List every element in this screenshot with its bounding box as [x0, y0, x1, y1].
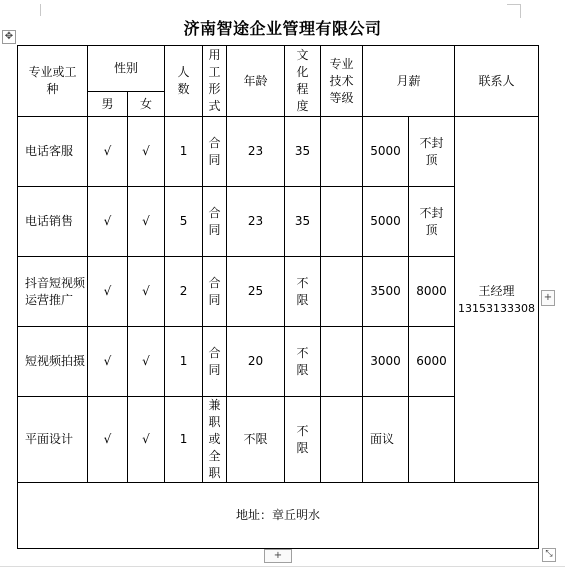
header-age: 年龄 [227, 46, 285, 117]
cell-count: 2 [165, 257, 203, 327]
cell-male: √ [88, 187, 128, 257]
cell-age: 25 [227, 257, 285, 327]
header-education: 文化程度 [285, 46, 321, 117]
contact-phone: 13153133308 [458, 301, 536, 315]
cell-employment: 合同 [203, 117, 227, 187]
cell-age: 不限 [227, 397, 285, 483]
page-corner-mark [40, 4, 53, 16]
cell-employment: 合同 [203, 327, 227, 397]
cell-major: 平面设计 [18, 397, 88, 483]
cell-employment: 合同 [203, 257, 227, 327]
cell-female: √ [128, 117, 165, 187]
cell-count: 5 [165, 187, 203, 257]
cell-salary-max: 6000 [409, 327, 455, 397]
cell-salary-min: 面议 [363, 397, 409, 483]
table-move-handle[interactable]: ✥ [2, 30, 16, 44]
cell-salary-min: 3500 [363, 257, 409, 327]
cell-skill [321, 117, 363, 187]
cell-major: 电话销售 [18, 187, 88, 257]
cell-salary-max [409, 397, 455, 483]
cell-female: √ [128, 397, 165, 483]
header-female: 女 [128, 92, 165, 117]
cell-education: 不限 [285, 397, 321, 483]
cell-count: 1 [165, 117, 203, 187]
cell-skill [321, 397, 363, 483]
cell-contact [455, 117, 539, 483]
cell-employment: 合同 [203, 187, 227, 257]
cell-education: 不限 [285, 257, 321, 327]
header-contact: 联系人 [455, 46, 539, 117]
cell-salary-min: 3000 [363, 327, 409, 397]
cell-male: √ [88, 257, 128, 327]
cell-male: √ [88, 397, 128, 483]
cell-salary-min: 5000 [363, 187, 409, 257]
table-row [18, 117, 539, 187]
cell-salary-max: 8000 [409, 257, 455, 327]
recruitment-table [17, 45, 539, 549]
cell-education: 不限 [285, 327, 321, 397]
contact-name: 王经理 [478, 283, 515, 298]
cell-salary-min: 5000 [363, 117, 409, 187]
page-divider [0, 566, 565, 567]
cell-count: 1 [165, 397, 203, 483]
document-title: 济南智途企业管理有限公司 [183, 19, 382, 38]
table-resize-handle[interactable]: ⤡ [542, 548, 556, 562]
cell-age: 20 [227, 327, 285, 397]
cell-male: √ [88, 117, 128, 187]
cell-employment: 兼职或全职 [203, 397, 227, 483]
header-gender: 性别 [88, 46, 165, 92]
cell-age: 23 [227, 117, 285, 187]
cell-education: 35 [285, 117, 321, 187]
header-salary: 月薪 [363, 46, 455, 117]
header-employment: 用工形式 [203, 46, 227, 117]
cell-skill [321, 257, 363, 327]
cell-major: 电话客服 [18, 117, 88, 187]
header-skill: 专业技术等级 [321, 46, 363, 117]
cell-skill [321, 327, 363, 397]
cell-education: 35 [285, 187, 321, 257]
cell-major: 抖音短视频运营推广 [18, 257, 88, 327]
cell-male: √ [88, 327, 128, 397]
cell-age: 23 [227, 187, 285, 257]
cell-female: √ [128, 187, 165, 257]
add-column-button[interactable]: + [541, 290, 555, 306]
cell-major: 短视频拍摄 [18, 327, 88, 397]
cell-count: 1 [165, 327, 203, 397]
header-count: 人数 [165, 46, 203, 117]
cell-female: √ [128, 327, 165, 397]
cell-salary-max: 不封顶 [409, 117, 455, 187]
header-major: 专业或工种 [18, 46, 88, 117]
add-row-button[interactable]: + [264, 549, 292, 563]
address-cell: 地址：章丘明水 [18, 483, 539, 549]
header-male: 男 [88, 92, 128, 117]
cell-skill [321, 187, 363, 257]
cell-salary-max: 不封顶 [409, 187, 455, 257]
cell-female: √ [128, 257, 165, 327]
